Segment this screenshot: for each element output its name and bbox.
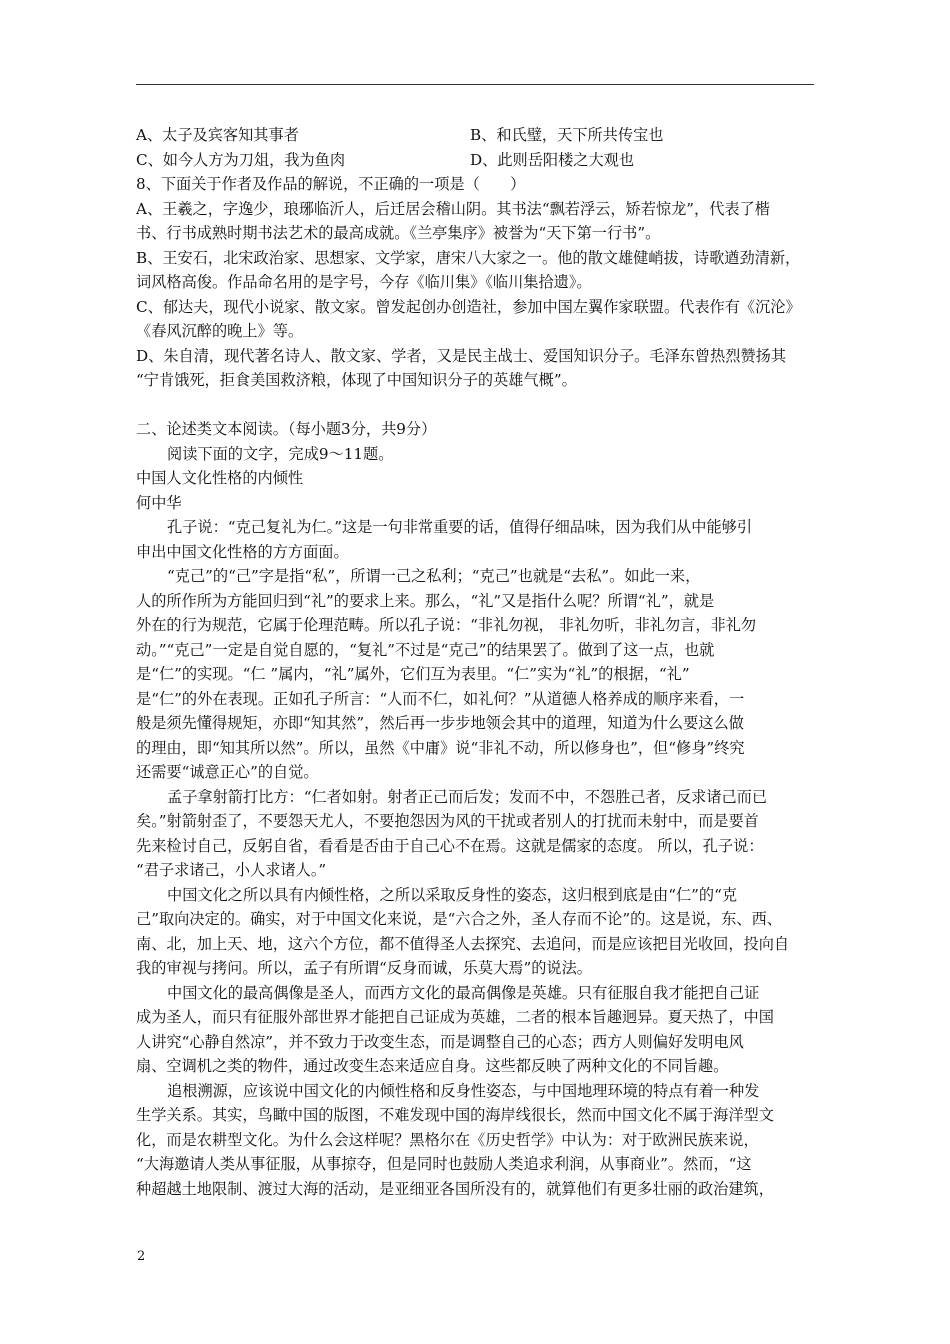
section-heading: 二、论述类文本阅读。（每小题3分，共9分）: [136, 420, 437, 438]
section-spacer: [136, 393, 814, 418]
option-c: C、如今人方为刀俎，我为鱼肉: [136, 150, 346, 169]
option-a: A、太子及宾客知其事者: [136, 126, 299, 144]
passage-line: 外在的行为规范，它属于伦理范畴。所以孔子说：“非礼勿视， 非礼勿听，非礼勿言，非礼勿: [136, 616, 757, 634]
passage-line: 孟子拿射箭打比方：“仁者如射。射者正己而后发；发而不中，不怨胜己者，反求诸己而已: [167, 787, 768, 806]
passage-line: 己”取向决定的。确实，对于中国文化来说，是“六合之外，圣人存而不论”的。这是说，东、西、: [136, 910, 782, 928]
q8-option-d-line: D、朱自清，现代著名诗人、散文家、学者，又是民主战士、爱国知识分子。毛泽东曾热烈赞扬其: [136, 346, 787, 365]
article-title: 中国人文化性格的内倾性: [136, 469, 304, 487]
options-row-2: [136, 148, 814, 173]
passage-line: 还需要“诚意正心”的自觉。: [136, 763, 319, 781]
passage-line: 孔子说：“克己复礼为仁。”这是一句非常重要的话，值得仔细品味，因为我们从中能够引: [167, 518, 753, 536]
passage-line: 人的所作所为方能回归到“礼”的要求上来。那么，“礼”又是指什么呢？所谓“礼”，就是: [136, 591, 715, 610]
passage-line: 化，而是农耕型文化。为什么会这样呢？黑格尔在《历史哲学》中认为：对于欧洲民族来说，: [136, 1130, 759, 1149]
passage-line: “克己”的“己”字是指“私”，所谓一己之私利；“克己”也就是“去私”。如此一来，: [167, 567, 701, 585]
passage-line: 动。”“克己”一定是自觉自愿的，“复礼”不过是“克己”的结果罢了。做到了这一点，也就: [136, 640, 715, 659]
passage-line: 申出中国文化性格的方方面面。: [136, 542, 349, 561]
passage-line: 中国文化的最高偶像是圣人，而西方文化的最高偶像是英雄。只有征服自我才能把自己证: [167, 983, 760, 1002]
option-b: B、和氏璧，天下所共传宝也: [470, 126, 664, 144]
q8-option-b-line: B、王安石，北宋政治家、思想家、文学家，唐宋八大家之一。他的散文雄健峭拔，诗歌遒劲清新，: [136, 248, 801, 267]
q8-option-b-line: 词风格高俊。作品命名用的是字号，今存《临川集》《临川集拾遗》。: [136, 273, 592, 291]
reading-instruction: 阅读下面的文字，完成9～11题。: [167, 444, 394, 463]
q8-option-d-line: “宁肯饿死，拒食美国救济粮，体现了中国知识分子的英雄气概”。: [136, 371, 577, 389]
question-8-stem: 8、下面关于作者及作品的解说，不正确的一项是（ ）: [136, 175, 526, 193]
passage-line: 矣。”射箭射歪了，不要怨天尤人，不要抱怨因为风的干扰或者别人的打扰而未射中，而是要首: [136, 812, 759, 830]
option-d: D、此则岳阳楼之大观也: [470, 150, 635, 169]
passage-line: 般是须先懂得规矩，亦即“知其然”，然后再一步步地领会其中的道理，知道为什么要这么做: [136, 714, 744, 732]
passage-line: 的理由，即“知其所以然”。所以，虽然《中庸》说“非礼不动，所以修身也”，但“修身”终究: [136, 738, 745, 757]
passage-line: 是“仁”的外在表现。正如孔子所言：“人而不仁，如礼何？”从道德人格养成的顺序来看，一: [136, 689, 745, 708]
q8-option-a-line: A、王羲之，字逸少，琅琊临沂人，后迁居会稽山阴。其书法“飘若浮云，矫若惊龙”，代表了楷: [136, 199, 770, 218]
passage-line: 生学关系。其实，鸟瞰中国的版图，不难发现中国的海岸线很长，然而中国文化不属于海洋型文: [136, 1106, 774, 1124]
passage-line: 先来检讨自己，反躬自省，看看是否由于自己心不在焉。这就是儒家的态度。 所以，孔子说：: [136, 836, 764, 855]
passage-line: “大海邀请人类从事征服，从事掠夺，但是同时也鼓励人类追求利润，从事商业”。然而，“这: [136, 1155, 752, 1173]
passage-line: 人讲究“心静自然凉”，并不致力于改变生态，而是调整自己的心态；西方人则偏好发明电风: [136, 1032, 744, 1051]
passage-line: 南、北，加上天、地，这六个方位，都不值得圣人去探究、去追问，而是应该把目光收回，投向自: [136, 934, 790, 953]
passage-line: 成为圣人，而只有征服外部世界才能把自己证成为英雄，二者的根本旨趣迥异。夏天热了，中国: [136, 1008, 774, 1026]
passage-line: 中国文化之所以具有内倾性格，之所以采取反身性的姿态，这归根到底是由“仁”的“克: [167, 885, 738, 904]
page-content: [136, 123, 814, 1201]
passage: [136, 515, 814, 1201]
page-number: 2: [137, 1249, 146, 1264]
passage-line: 我的审视与拷问。所以，孟子有所谓“反身而诚，乐莫大焉”的说法。: [136, 959, 592, 977]
options-row-1: [136, 123, 814, 148]
passage-line: 种超越土地限制、渡过大海的活动，是亚细亚各国所没有的，就算他们有更多壮丽的政治建筑，: [136, 1179, 774, 1198]
article-author: 何中华: [136, 493, 182, 512]
q8-option-c-line: C、郁达夫，现代小说家、散文家。曾发起创办创造社，参加中国左翼作家联盟。代表作有《沉沦》: [136, 297, 801, 316]
passage-line: 是“仁”的实现。“仁 ”属内，“礼”属外，它们互为表里。“仁”实为“礼”的根据，“礼”: [136, 665, 690, 683]
header-rule: [136, 84, 814, 85]
passage-line: 追根溯源，应该说中国文化的内倾性格和反身性姿态，与中国地理环境的特点有着一种发: [167, 1081, 760, 1100]
q8-option-c-line: 《春风沉醉的晚上》等。: [136, 322, 304, 340]
passage-line: 扇、空调机之类的物件，通过改变生态来适应自身。这些都反映了两种文化的不同旨趣。: [136, 1057, 729, 1075]
passage-line: “君子求诸己，小人求诸人。”: [136, 861, 327, 879]
q8-option-a-line: 书、行书成熟时期书法艺术的最高成就。《兰亭集序》被誉为“天下第一行书”。: [136, 224, 661, 242]
